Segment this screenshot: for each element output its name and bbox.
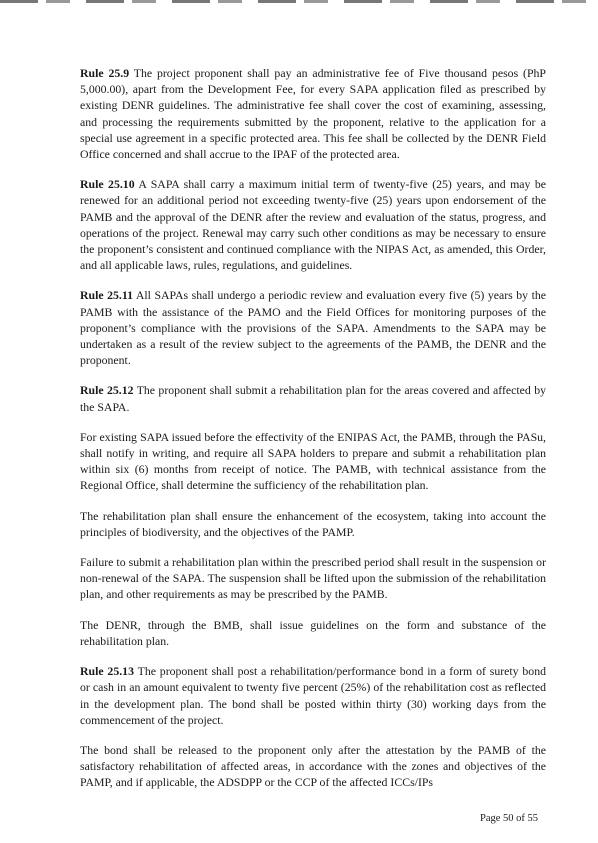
document-body	[80, 65, 546, 805]
rule-number: Rule 25.11	[80, 288, 133, 303]
paragraph-rule-25-13	[80, 663, 546, 728]
paragraph-rule-25-9	[80, 65, 546, 162]
paragraph-text: The proponent shall submit a rehabilitation plan for the areas covered and affected by the SAPA.	[80, 383, 546, 414]
paragraph-failure-to-submit	[80, 554, 546, 603]
paragraph-text: All SAPAs shall undergo a periodic review and evaluation every five (5) years by the PAMB with the assistance of the PAMO and the Field Offices for monitoring purposes of the proponent’s compliance with the provisions of the SAPA. Amendments to the SAPA may be undertaken as a result of the review subject to the agreements of the PAMB, the DENR and the proponent.	[80, 288, 546, 368]
rule-number: Rule 25.12	[80, 383, 134, 398]
paragraph-bond-release	[80, 742, 546, 791]
paragraph-rule-25-12	[80, 382, 546, 414]
rule-number: Rule 25.13	[80, 664, 134, 679]
scan-top-edge	[0, 0, 598, 3]
page-number: Page 50 of 55	[480, 813, 539, 824]
rule-number: Rule 25.10	[80, 177, 135, 192]
paragraph-rule-25-11	[80, 287, 546, 368]
paragraph-text: The bond shall be released to the proponent only after the attestation by the PAMB of the satisfactory rehabilitation of affected areas, in accordance with the zones and objectives of the PAMP, and if applicable, the ADSDPP or the CCP of the affected ICCs/IPs	[80, 742, 546, 790]
paragraph-text: For existing SAPA issued before the effectivity of the ENIPAS Act, the PAMB, through the PASu, shall notify in writing, and require all SAPA holders to prepare and submit a rehabilitation plan within six (6) months from receipt of notice. The PAMB, with technical assistance from the Regional Office, shall determine the sufficiency of the rehabilitation plan.	[80, 429, 546, 493]
paragraph-text: The DENR, through the BMB, shall issue guidelines on the form and substance of the rehabilitation plan.	[80, 617, 546, 648]
paragraph-text: The rehabilitation plan shall ensure the enhancement of the ecosystem, taking into account the principles of biodiversity, and the objectives of the PAMP.	[80, 508, 546, 539]
rule-number: Rule 25.9	[80, 66, 130, 80]
paragraph-text: The proponent shall post a rehabilitation/performance bond in a form of surety bond or cash in an amount equivalent to twenty five percent (25%) of the rehabilitation cost as reflected in the development plan. The bond shall be posted within thirty (30) working days from the commencement of the project.	[80, 664, 546, 727]
paragraph-text: Failure to submit a rehabilitation plan within the prescribed period shall result in the suspension or non-renewal of the SAPA. The suspension shall be lifted upon the submission of the rehabilitation plan, and other requirements as may be prescribed by the PAMB.	[80, 555, 546, 602]
paragraph-denr-guidelines	[80, 617, 546, 649]
paragraph-text: A SAPA shall carry a maximum initial term of twenty-five (25) years, and may be renewed for an additional period not exceeding twenty-five (25) years upon endorsement of the PAMB and the approval of the DENR after the review and evaluation of the status, progress, and operations of the project. Renewal may carry such other conditions as may be necessary to ensure the proponent’s consistent and continued compliance with the NIPAS Act, as amended, this Order, and all applicable laws, rules, regulations, and guidelines.	[80, 177, 547, 273]
paragraph-rule-25-10	[80, 176, 546, 273]
paragraph-text: The project proponent shall pay an administrative fee of Five thousand pesos (PhP 5,000.00), apart from the Development Fee, for every SAPA application filed as prescribed by existing DENR guidelines. The administrative fee shall cover the cost of examining, assessing, and processing the requirements submitted by the proponent, relative to the application for a special use agreement in a specific protected area. This fee shall be collected by the DENR Field Office concerned and shall accrue to the IPAF of the protected area.	[80, 66, 546, 162]
paragraph-existing-sapa	[80, 429, 546, 494]
paragraph-rehab-plan-ecosystem	[80, 508, 546, 540]
